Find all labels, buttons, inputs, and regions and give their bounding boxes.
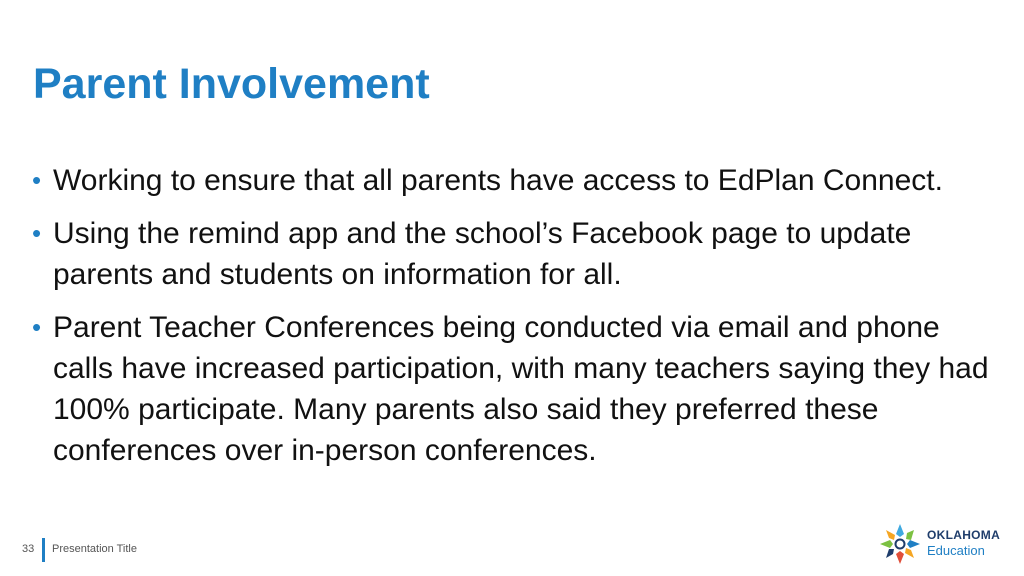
bullet-text: Using the remind app and the school’s Facebook page to update parents and students on information for all.	[53, 217, 912, 291]
presentation-title: Presentation Title	[52, 543, 137, 555]
bullet-text: Parent Teacher Conferences being conducted via email and phone calls have increased participation, with many teachers saying they had 100% participate. Many parents also said they preferred these conferences over in-person conferences.	[53, 311, 989, 467]
bullet-item	[32, 160, 1007, 201]
bullet-item	[32, 213, 1007, 295]
bullet-item	[32, 307, 1007, 471]
bullet-text: Working to ensure that all parents have access to EdPlan Connect.	[53, 164, 943, 197]
oklahoma-education-star-icon	[878, 522, 922, 566]
bullet-marker: •	[32, 312, 42, 342]
oklahoma-education-logo	[878, 522, 1008, 566]
footer-divider	[42, 538, 45, 562]
bullet-marker: •	[32, 165, 42, 195]
slide-title: Parent Involvement	[33, 60, 430, 108]
page-number: 33	[22, 543, 35, 555]
logo-department-text: Education	[927, 543, 985, 558]
logo-state-text: OKLAHOMA	[927, 528, 1001, 542]
bullet-list	[32, 160, 1007, 483]
slide-footer	[0, 538, 300, 562]
bullet-marker: •	[32, 218, 42, 248]
